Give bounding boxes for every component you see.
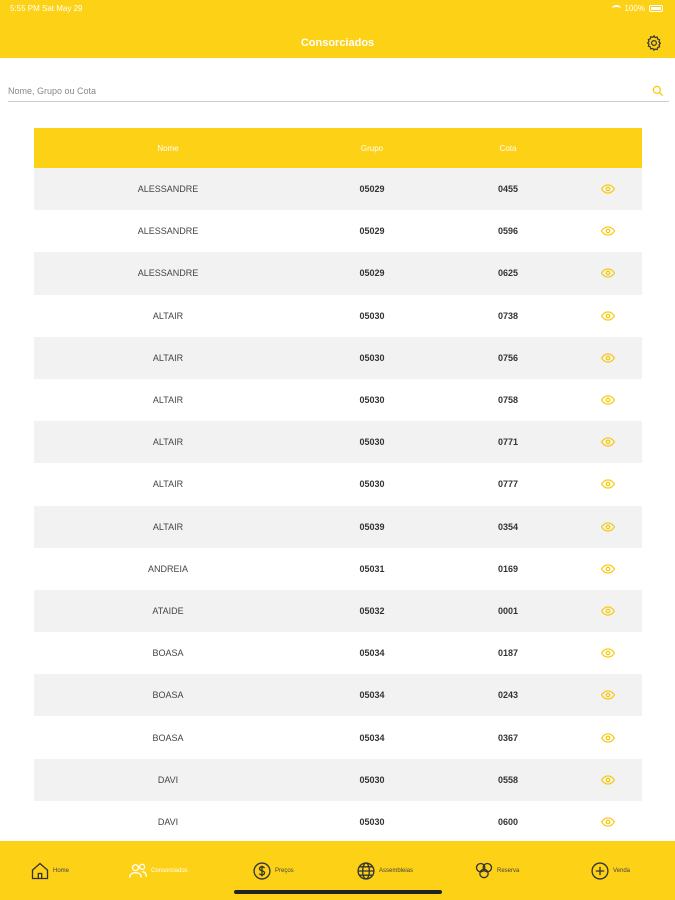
cell-nome: ALESSANDRE xyxy=(137,268,199,279)
globe-icon xyxy=(356,861,376,881)
tab-home-label: Home xyxy=(53,867,70,874)
users-icon xyxy=(128,861,148,881)
eye-icon xyxy=(601,522,615,532)
eye-icon xyxy=(601,817,615,827)
cell-cota: 0455 xyxy=(497,184,519,195)
cell-grupo: 05030 xyxy=(359,479,385,490)
status-right xyxy=(612,4,663,13)
tab-home[interactable] xyxy=(30,841,69,900)
cell-nome: BOASA xyxy=(152,732,184,743)
table-row[interactable] xyxy=(34,548,642,590)
eye-icon xyxy=(601,268,615,278)
cell-grupo: 05030 xyxy=(359,352,385,363)
cell-nome: DAVI xyxy=(157,816,179,827)
cell-cota: 0558 xyxy=(497,774,519,785)
header-bar xyxy=(0,0,675,58)
page-title: Consorciados xyxy=(300,37,375,49)
cell-nome: ALESSANDRE xyxy=(137,226,199,237)
view-button[interactable] xyxy=(574,311,642,321)
table-row[interactable] xyxy=(34,759,642,801)
cell-nome: ALTAIR xyxy=(152,310,184,321)
gear-icon[interactable] xyxy=(645,34,663,52)
tab-venda-label: Venda xyxy=(613,867,631,874)
cell-nome: DAVI xyxy=(157,774,179,785)
table-body xyxy=(34,168,642,843)
battery-icon xyxy=(649,5,663,12)
search-input[interactable] xyxy=(8,82,628,100)
tab-reserva[interactable] xyxy=(474,841,519,900)
cell-grupo: 05032 xyxy=(359,605,385,616)
eye-icon xyxy=(601,690,615,700)
cell-cota: 0596 xyxy=(497,226,519,237)
cell-grupo: 05030 xyxy=(359,437,385,448)
cell-cota: 0777 xyxy=(497,479,519,490)
status-time-date: 5:55 PM Sat May 29 xyxy=(10,4,83,13)
cell-nome: ANDREIA xyxy=(147,563,188,574)
view-button[interactable] xyxy=(574,268,642,278)
column-header-cota: Cota xyxy=(499,143,517,153)
search-icon[interactable] xyxy=(651,84,665,98)
cell-cota: 0600 xyxy=(497,816,519,827)
table-header xyxy=(34,128,642,168)
view-button[interactable] xyxy=(574,733,642,743)
tab-consorciados[interactable] xyxy=(128,841,188,900)
cell-grupo: 05029 xyxy=(359,226,385,237)
table-row[interactable] xyxy=(34,632,642,674)
cell-grupo: 05034 xyxy=(359,690,385,701)
view-button[interactable] xyxy=(574,437,642,447)
cell-grupo: 05030 xyxy=(359,816,385,827)
table-row[interactable] xyxy=(34,252,642,294)
tab-venda[interactable] xyxy=(590,841,630,900)
cell-nome: ATAIDE xyxy=(152,605,184,616)
view-button[interactable] xyxy=(574,522,642,532)
view-button[interactable] xyxy=(574,648,642,658)
cell-cota: 0354 xyxy=(497,521,519,532)
wifi-icon xyxy=(612,5,621,12)
cell-cota: 0243 xyxy=(497,690,519,701)
eye-icon xyxy=(601,733,615,743)
cell-cota: 0756 xyxy=(497,352,519,363)
view-button[interactable] xyxy=(574,775,642,785)
cell-nome: ALTAIR xyxy=(152,521,184,532)
table-row[interactable] xyxy=(34,674,642,716)
eye-icon xyxy=(601,564,615,574)
table-row[interactable] xyxy=(34,716,642,758)
cell-cota: 0625 xyxy=(497,268,519,279)
table-row[interactable] xyxy=(34,590,642,632)
eye-icon xyxy=(601,353,615,363)
table-row[interactable] xyxy=(34,337,642,379)
cell-nome: BOASA xyxy=(152,690,184,701)
cell-cota: 0367 xyxy=(497,732,519,743)
cell-nome: BOASA xyxy=(152,648,184,659)
view-button[interactable] xyxy=(574,395,642,405)
eye-icon xyxy=(601,311,615,321)
cell-grupo: 05031 xyxy=(359,563,385,574)
table-row[interactable] xyxy=(34,168,642,210)
tab-consorciados-label: Consorciados xyxy=(151,867,188,874)
cell-cota: 0169 xyxy=(497,563,519,574)
status-bar xyxy=(0,4,675,16)
table-row[interactable] xyxy=(34,379,642,421)
eye-icon xyxy=(601,775,615,785)
table-row[interactable] xyxy=(34,801,642,843)
cell-nome: ALTAIR xyxy=(152,395,184,406)
home-icon xyxy=(30,861,50,881)
view-button[interactable] xyxy=(574,690,642,700)
table-row[interactable] xyxy=(34,295,642,337)
eye-icon xyxy=(601,395,615,405)
eye-icon xyxy=(601,184,615,194)
cell-cota: 0771 xyxy=(497,437,519,448)
cell-grupo: 05029 xyxy=(359,184,385,195)
cell-cota: 0738 xyxy=(497,310,519,321)
tab-assembleias-label: Assembleias xyxy=(379,867,414,874)
tab-bar xyxy=(0,841,675,900)
cell-nome: ALTAIR xyxy=(152,479,184,490)
cell-cota: 0187 xyxy=(497,648,519,659)
view-button[interactable] xyxy=(574,564,642,574)
view-button[interactable] xyxy=(574,606,642,616)
tab-reserva-label: Reserva xyxy=(497,867,520,874)
cell-grupo: 05030 xyxy=(359,774,385,785)
eye-icon xyxy=(601,226,615,236)
cell-grupo: 05034 xyxy=(359,732,385,743)
view-button[interactable] xyxy=(574,817,642,827)
cell-grupo: 05039 xyxy=(359,521,385,532)
consorciados-table xyxy=(34,128,642,843)
column-header-nome: Nome xyxy=(157,143,179,153)
cell-cota: 0001 xyxy=(497,605,519,616)
tab-precos-label: Preços xyxy=(275,867,294,874)
view-button[interactable] xyxy=(574,479,642,489)
table-row[interactable] xyxy=(34,210,642,252)
cell-grupo: 05030 xyxy=(359,395,385,406)
view-button[interactable] xyxy=(574,226,642,236)
cell-nome: ALTAIR xyxy=(152,437,184,448)
cell-nome: ALESSANDRE xyxy=(137,184,199,195)
cell-grupo: 05029 xyxy=(359,268,385,279)
circles-icon xyxy=(474,861,494,881)
table-row[interactable] xyxy=(34,463,642,505)
column-header-grupo: Grupo xyxy=(360,143,384,153)
view-button[interactable] xyxy=(574,353,642,363)
view-button[interactable] xyxy=(574,184,642,194)
plus-circle-icon xyxy=(590,861,610,881)
eye-icon xyxy=(601,606,615,616)
table-row[interactable] xyxy=(34,421,642,463)
table-row[interactable] xyxy=(34,506,642,548)
home-indicator xyxy=(234,890,442,894)
eye-icon xyxy=(601,479,615,489)
cell-grupo: 05034 xyxy=(359,648,385,659)
cell-grupo: 05030 xyxy=(359,310,385,321)
cell-nome: ALTAIR xyxy=(152,352,184,363)
eye-icon xyxy=(601,437,615,447)
cell-cota: 0758 xyxy=(497,395,519,406)
dollar-icon xyxy=(252,861,272,881)
eye-icon xyxy=(601,648,615,658)
search-bar xyxy=(8,80,669,102)
battery-percent: 100% xyxy=(624,4,645,13)
